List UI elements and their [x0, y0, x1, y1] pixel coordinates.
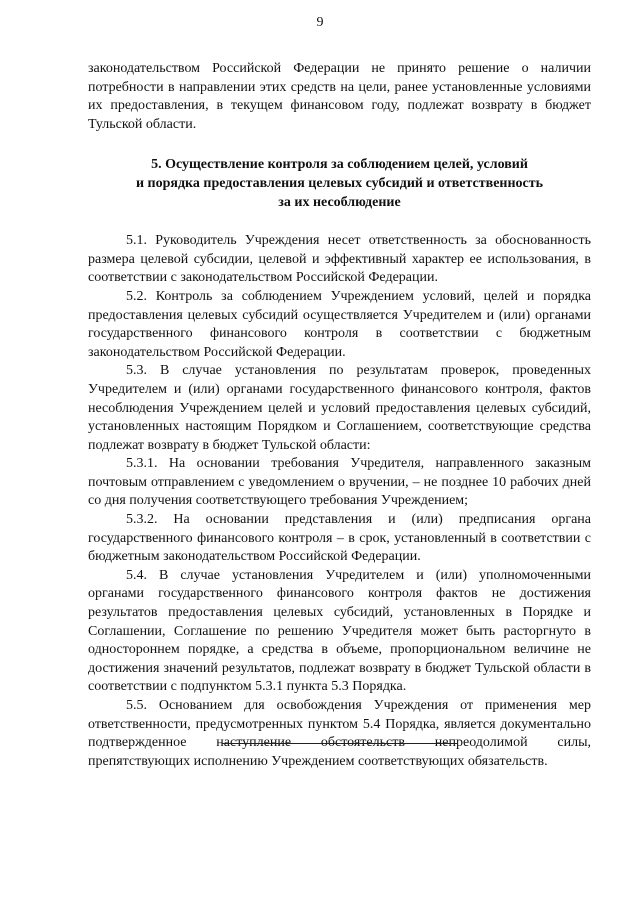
page-number: 9 [316, 15, 324, 30]
paragraph-5-2: 5.2. Контроль за соблюдением Учреждением условий, целей и порядка предоставления целевых субсидий осуществляется Учредителем и (или) органами государственного финансового контроля в соответствии с бюджетным законодательством Российской Федерации. [88, 288, 591, 360]
section-heading-line: 5. Осуществление контроля за соблюдением целей, условий [151, 157, 528, 173]
section-heading [88, 156, 591, 212]
document-body [88, 60, 591, 771]
paragraph-5-3-2: 5.3.2. На основании представления и (или) предписания органа государственного финансового контроля – в срок, установленный в соответствии с бюджетным законодательством Российской Федерации. [88, 512, 591, 565]
end-of-document-rule [222, 743, 458, 744]
paragraph-5-5: 5.5. Основанием для освобождения Учреждения от применения мер ответственности, предусмотренных пунктом 5.4 Порядка, является документально подтвержденное наступление обстоятельств непреодолимой силы, препятствующих исполнению Учреждением соответствующих обязательств. [88, 698, 591, 769]
paragraph-5-3-1: 5.3.1. На основании требования Учредителя, направленного заказным почтовым отправлением с уведомлением о вручении, – не позднее 10 рабочих дней со дня получения соответствующего требования Учреждением; [88, 456, 591, 509]
paragraph-5-4: 5.4. В случае установления Учредителем и (или) уполномоченными органами государственного финансового контроля фактов не достижения результатов предоставления целевых субсидий, установленных в Порядке и Соглашении, Соглашение по решению Учредителя может быть расторгнуто в одностороннем порядке, а средства в объеме, пропорциональном величине не достижения значений результатов, подлежат возврату в бюджет Тульской области в соответствии с подпунктом 5.3.1 пункта 5.3 Порядка. [88, 567, 591, 695]
paragraph-5-3: 5.3. В случае установления по результатам проверок, проведенных Учредителем и (или) органами государственного финансового контроля, фактов несоблюдения Учреждением целей и условий предоставления целевых субсидий, установленных настоящим Порядком и Соглашением, соответствующие средства подлежат возврату в бюджет Тульской области: [88, 363, 591, 453]
section-heading-line: за их несоблюдение [278, 194, 401, 210]
paragraph-5-1: 5.1. Руководитель Учреждения несет ответственность за обоснованность размера целевой субсидии, целевой и эффективный характер ее использования, в соответствии с законодательством Российской Федерации. [88, 233, 591, 286]
section-heading-line: и порядка предоставления целевых субсидий и ответственность [135, 175, 544, 191]
intro-paragraph: законодательством Российской Федерации не принято решение о наличии потребности в направлении этих средств на цели, ранее установленные условиями их предоставления, в текущем финансовом году, подлежат возврату в бюджет Тульской области. [88, 61, 591, 132]
